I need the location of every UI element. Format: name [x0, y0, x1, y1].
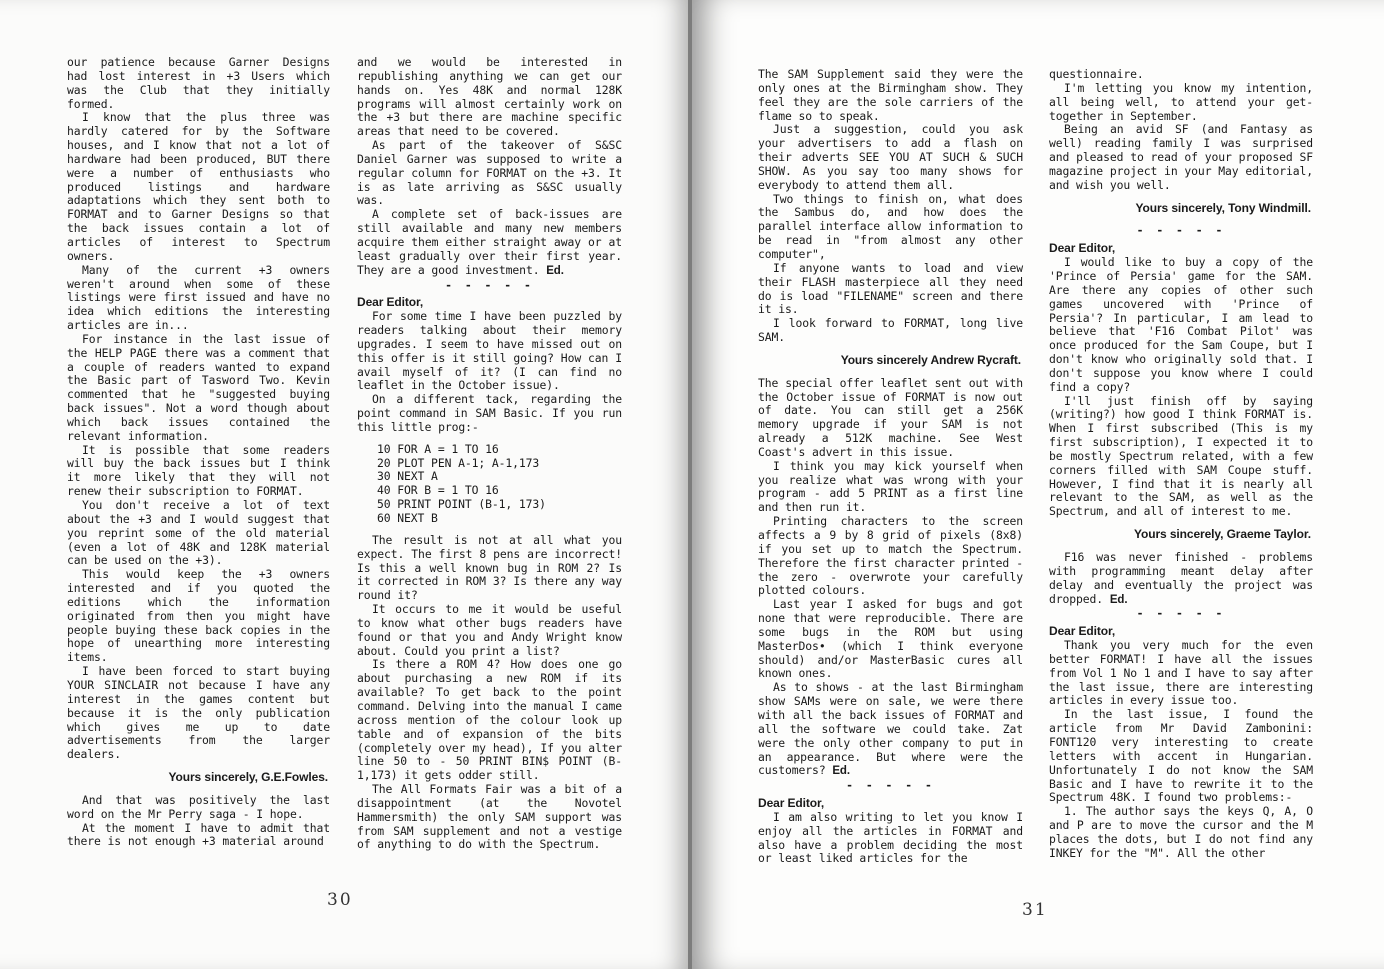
- paragraph: You don't receive a lot of text about the +3 and I would suggest that you reprint some of the old material (even a lot of 48K and 128K material can be used on the +3).: [67, 498, 330, 568]
- paragraph: I have been forced to start buying YOUR SINCLAIR not because I have any interest in the games content but because it is the only publication which gives me up to date advertisements from the larger dealers.: [67, 664, 330, 762]
- paragraph: For some time I have been puzzled by readers talking about their memory upgrades. I seem to have missed out on this offer is it still going? How can I avail myself of it? (I can find no leaflet in the October issue).: [357, 309, 622, 393]
- letter-heading: Dear Editor,: [1049, 241, 1116, 256]
- paragraph: Just a suggestion, could you ask your advertisers to add a flash on their adverts SEE YOU AT SUCH & SUCH SHOW. As you say too many shows for everybody to attend them all.: [758, 122, 1023, 192]
- letter-signature: Yours sincerely, G.E.Fowles.: [168, 770, 328, 785]
- left-page: [0, 0, 690, 969]
- editor-tag: Ed.: [1109, 593, 1128, 606]
- paragraph: [357, 208, 622, 278]
- letter-signature: Yours sincerely, Tony Windmill.: [1135, 200, 1311, 215]
- paragraph: Last year I asked for bugs and got none that were reproducible. There are some bugs in the ROM but using MasterDos• (which I think everyone should) and/or MasterBasic cures all known ones.: [758, 597, 1023, 681]
- paragraph: At the moment I have to admit that there is not enough +3 material around: [67, 820, 330, 849]
- paragraph: The All Formats Fair was a bit of a disappointment (at the Novotel Hammersmith) the only SAM support was from SAM supplement and not a vestige of anything to do with the Spectrum.: [357, 782, 622, 852]
- paragraph: I am also writing to let you know I enjoy all the articles in FORMAT and also have a problem deciding the most or least liked articles for the: [758, 809, 1023, 866]
- paragraph: In the last issue, I found the article from Mr David Zambonini: FONT120 very interesting to create letters with accent in Hungarian. Unfortunately I do not know the SAM Basic and I have to rewrite it to the Spectrum 48K. I found two problems:-: [1049, 707, 1313, 805]
- letter-signature: Yours sincerely Andrew Rycraft.: [840, 352, 1021, 367]
- paragraph: I'll just finish off by saying (writing?) how good I think FORMAT is. When I first subscribed (This is my first subscription), I expected it to be mostly Spectrum related, with a few corners filled with SAM Coupe stuff. However, I find that it is nearly all relevant to the SAM, as well as the Spectrum, and all of interest to me.: [1049, 393, 1313, 519]
- letter-heading: Dear Editor,: [357, 295, 424, 310]
- section-divider: - - - - -: [445, 277, 534, 292]
- paragraph: The SAM Supplement said they were the only ones at the Birmingham show. They feel they are the sole carriers of the flame so to speak.: [758, 67, 1023, 123]
- paragraph: Thank you very much for the even better FORMAT! I have all the issues from Vol 1 No 1 and I have to say after the last issue, there are interesting articles in every issue too.: [1049, 638, 1313, 708]
- paragraph: questionnaire.: [1049, 67, 1144, 81]
- editor-tag: Ed.: [832, 765, 850, 778]
- left-page-column-2: [357, 56, 622, 852]
- paragraph-text: As to shows - at the last Birmingham show SAMs were on sale, we were there with all the back issues of FORMAT and all the software we could take. Zat were the only other company to put in an appearance. But where were the customers?: [758, 680, 1023, 778]
- paragraph: I would like to buy a copy of the 'Prince of Persia' game for the SAM. Are there any copies of other such games uncovered with 'Prince of Persia'? In particular, I am lead to believe that 'F16 Combat Pilot' was once produced for the Sam Coupe, but I don't know who originally sold that. I don't suppose you know where I could find a copy?: [1049, 255, 1313, 394]
- paragraph: I think you may kick yourself when you realize what was wrong with your program - add 5 PRINT as a first line and then run it.: [758, 458, 1023, 515]
- section-divider: - - - - -: [1136, 606, 1226, 621]
- paragraph: And that was positively the last word on the Mr Perry saga - I hope.: [67, 792, 330, 821]
- paragraph: It is possible that some readers will buy the back issues but I think it more likely that they will not renew their subscription to FORMAT.: [67, 442, 330, 499]
- paragraph: This would keep the +3 owners interested and if you quoted the editions which the information originated from then you might have people buying these back copies in the hope of unearthing more interesting items.: [67, 567, 330, 665]
- right-page: [692, 0, 1384, 969]
- paragraph: If anyone wants to load and view their FLASH masterpiece all they need do is load "FILENAME" screen and there it is.: [758, 260, 1023, 317]
- paragraph: Is there a ROM 4? How does one go about purchasing a new ROM if its available? To get back to the point command. Delving into the manual I came across mention of the colour look up table and of expansion of the bits (completely over my head), If you alter line 50 to - 50 PRINT BIN$ POINT (B-1,173) it gets odder still.: [357, 657, 622, 783]
- paragraph: Two things to finish on, what does the Sambus do, and how does the parallel interface allow information to be read in "from almost any other computer",: [758, 191, 1023, 261]
- paragraph: It occurs to me it would be useful to know what other bugs readers have found or that you and Andy Wright know about. Could you print a list?: [357, 602, 622, 658]
- paragraph: On a different tack, regarding the point command in SAM Basic. If you run this little prog:-: [357, 392, 622, 434]
- letter-signature: Yours sincerely, Graeme Taylor.: [1134, 527, 1311, 542]
- section-divider: - - - - -: [1136, 223, 1226, 238]
- paragraph: our patience because Garner Designs had lost interest in +3 Users which was the Club that they initially formed.: [67, 55, 330, 111]
- paragraph: [1049, 551, 1313, 607]
- letter-heading: Dear Editor,: [1049, 624, 1116, 639]
- paragraph-text: A complete set of back-issues are still available and many new members acquire them either straight away or at least gradually over their first year. They are a good investment.: [357, 207, 622, 277]
- page-number: 31: [1022, 900, 1048, 920]
- paragraph: Many of the current +3 owners weren't around when some of these listings were first issued and have no idea which editions the interesting articles are in...: [67, 262, 330, 333]
- paragraph-text: F16 was never finished - problems with programming meant delay after delay and eventually the project was dropped.: [1049, 550, 1313, 606]
- paragraph: For instance in the last issue of the HELP PAGE there was a comment that a couple of readers wanted to expand the Basic part of Tasword Two. Kevin commented that he "suggested buying back issues". Not a word though about which back issues contained the relevant information.: [67, 331, 330, 443]
- page-number: 30: [327, 890, 353, 910]
- paragraph: The result is not at all what you expect. The first 8 pens are incorrect! Is this a well known bug in ROM 2? Is it corrected in ROM 3? Is there any way round it?: [357, 532, 622, 603]
- paragraph: [758, 681, 1023, 779]
- paragraph: 1. The author says the keys Q, A, O and P are to move the cursor and the M places the dots, but I do not find any INKEY for the "M". All the other: [1049, 804, 1313, 860]
- paragraph: The special offer leaflet sent out with the October issue of FORMAT is now out of date. You can still get a 256K memory upgrade if your SAM is not already a 512K machine. See West Coast's advert in this issue.: [758, 375, 1023, 459]
- paragraph: I look forward to FORMAT, long live SAM.: [758, 316, 1023, 345]
- paragraph: and we would be interested in republishing anything we can get our hands on. Yes 48K and normal 128K programs will almost certainly work on the +3 but there are machine specific areas that need to be covered.: [357, 55, 622, 139]
- paragraph: I'm letting you know my intention, all being well, to attend your get-together in September.: [1049, 80, 1313, 123]
- right-page-column-2: [1049, 68, 1313, 861]
- editor-tag: Ed.: [546, 264, 564, 277]
- paragraph: Printing characters to the screen affects a 9 by 8 grid of pixels (8x8) if you set up to match the Spectrum. Therefore the first character printed - the zero - overwrote your carefully plotted colours.: [758, 514, 1023, 598]
- right-page-column-1: [758, 68, 1023, 866]
- paragraph: As part of the takeover of S&SC Daniel Garner was supposed to write a regular column for FORMAT on the +3. It is as late arriving as S&SC usually was.: [357, 138, 622, 208]
- left-page-column-1: [67, 56, 330, 849]
- paragraph: Being an avid SF (and Fantasy as well) reading family I was surprised and pleased to read of your proposed SF magazine project in your May editorial, and wish you well.: [1049, 122, 1313, 192]
- section-divider: - - - - -: [846, 778, 935, 793]
- program-listing: 10 FOR A = 1 TO 16 20 PLOT PEN A-1; A-1,173 30 NEXT A 40 FOR B = 1 TO 16 50 PRINT POINT (B-1, 173) 60 NEXT B: [377, 441, 546, 525]
- paragraph: I know that the plus three was hardly catered for by the Software houses, and I know that not a lot of hardware had been produced, BUT there were a number of enthusiasts who produced listings and hardware adaptations which they sent both to FORMAT and to Garner Designs so that the back issues contain a lot of articles of interest to Spectrum owners.: [67, 110, 330, 263]
- letter-heading: Dear Editor,: [758, 796, 825, 811]
